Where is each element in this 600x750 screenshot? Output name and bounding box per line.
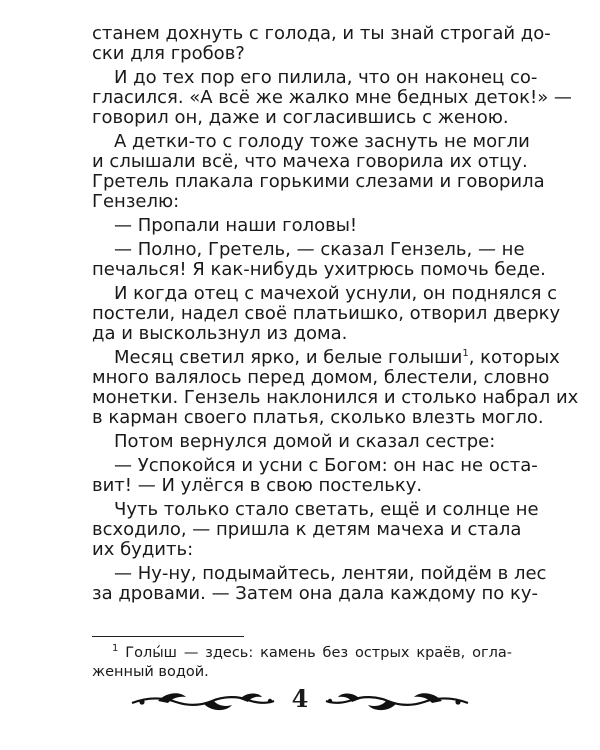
text-line: печалься! Я как-нибудь ухитрюсь помочь беде. [92, 259, 546, 280]
footnote-text: Голы́ш — здесь: камень без острых краёв, огла- [125, 645, 513, 661]
text-line: вит! — И улёгся в свою постельку. [92, 475, 423, 496]
text-line: Гретель плакала горькими слезами и говорила [92, 171, 545, 192]
text-fragment: , которых [468, 347, 560, 368]
text-line: Чуть только стало светать, ещё и солнце не [114, 499, 539, 520]
text-line: много валялось перед домом, блестели, словно [92, 367, 550, 388]
text-line: и слышали всё, что мачеха говорила их отцу. [92, 151, 528, 172]
text-line: станем дохнуть с голода, и ты знай строгай до- [92, 23, 551, 44]
text-line: за дровами. — Затем она дала каждому по ку- [92, 583, 539, 604]
text-line: И когда отец с мачехой уснули, он поднялся с [114, 283, 558, 304]
text-line: постели, надел своё платьишко, отворил дверку [92, 303, 561, 324]
text-line: А детки-то с голоду тоже заснуть не могли [114, 131, 530, 152]
text-line-with-footnote [114, 347, 560, 368]
right-flourish-ornament [322, 688, 472, 714]
page-number: 4 [291, 684, 309, 713]
text-line: гласился. «А всё же жалко мне бедных деток!» — [92, 87, 572, 108]
footnote-marker: 1 [112, 643, 119, 655]
text-line: И до тех пор его пилила, что он наконец со- [114, 67, 538, 88]
footnote-line [112, 644, 512, 663]
text-line: Потом вернулся домой и сказал сестре: [114, 431, 496, 452]
footnote-separator [92, 636, 244, 637]
left-flourish-ornament [128, 688, 278, 714]
text-fragment: Месяц светил ярко, и белые голыши [114, 347, 463, 368]
text-line: — Успокойся и усни с Богом: он нас не оста- [114, 455, 538, 476]
text-line: да и выскользнул из дома. [92, 323, 348, 344]
footnote-line: женный водой. [92, 664, 209, 680]
text-line: говорил он, даже и согласившись с женою. [92, 107, 509, 128]
text-line: всходило, — пришла к детям мачеха и стала [92, 519, 522, 540]
text-line: — Полно, Гретель, — сказал Гензель, — не [114, 239, 525, 260]
text-line: Гензелю: [92, 191, 180, 212]
text-line: монетки. Гензель наклонился и столько набрал их [92, 387, 579, 408]
text-line: — Пропали наши головы! [114, 215, 358, 236]
footnote-reference: 1 [462, 348, 469, 359]
text-line: ски для гробов? [92, 43, 245, 64]
text-line: их будить: [92, 539, 194, 560]
text-line: — Ну-ну, подымайтесь, лентяи, пойдём в лес [114, 563, 547, 584]
text-line: в карман своего платья, сколько влезть могло. [92, 407, 544, 428]
